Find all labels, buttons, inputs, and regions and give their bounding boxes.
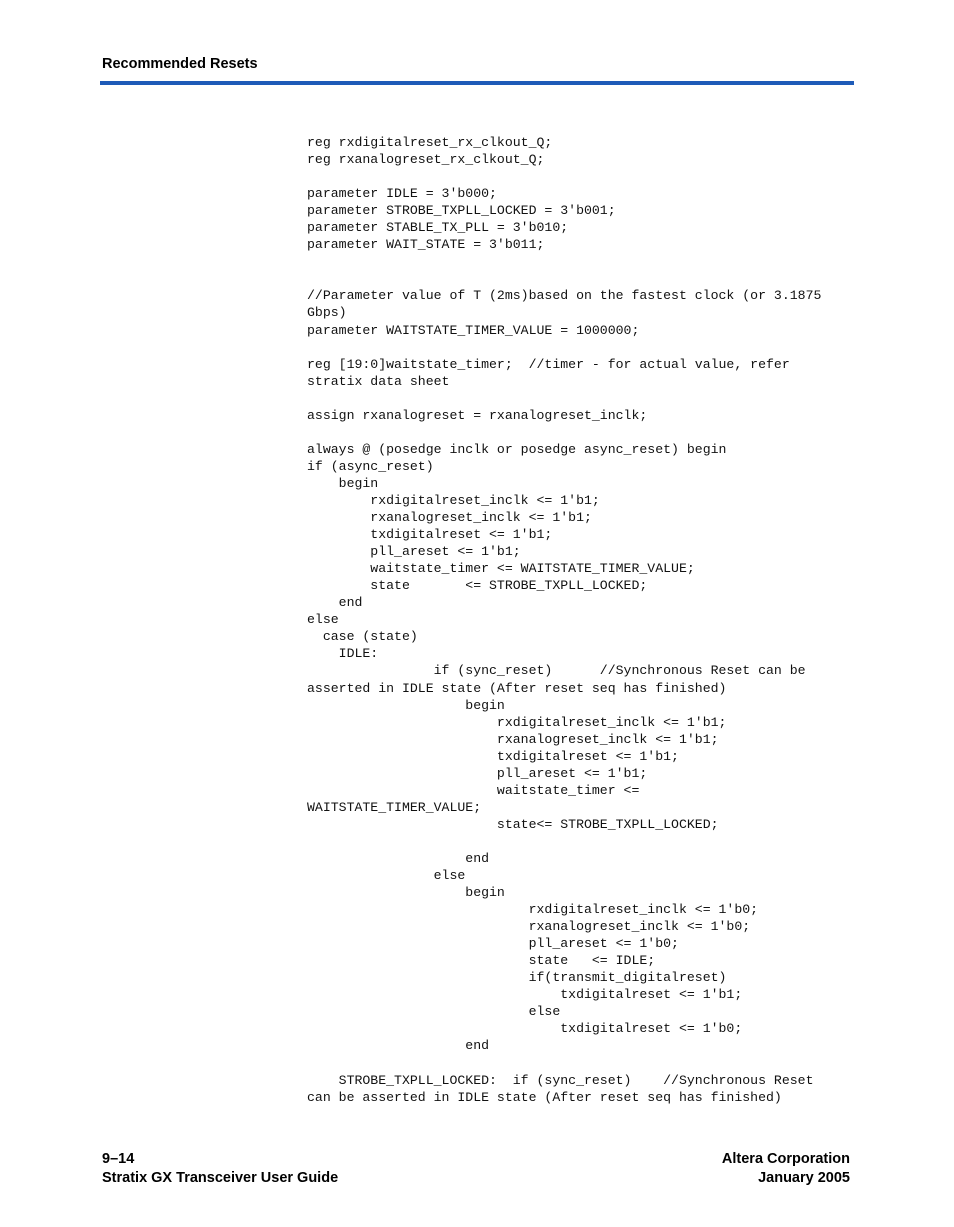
- header-divider-rule: [100, 81, 854, 85]
- verilog-code-listing: reg rxdigitalreset_rx_clkout_Q; reg rxanalogreset_rx_clkout_Q; parameter IDLE = 3'b000; parameter STROBE_TXPLL_LOCKED = 3'b001; parameter STABLE_TX_PLL = 3'b010; parameter WAIT_STATE = 3'b011; //Parameter value of T (2ms)based on the fastest clock (or 3.1875 Gbps) parameter WAITSTATE_TIMER_VALUE = 1000000; reg [19:0]waitstate_timer; //timer - for actual value, refer stratix data sheet assign rxanalogreset = rxanalogreset_inclk; always @ (posedge inclk or posedge async_reset) begin if (async_reset) begin rxdigitalreset_inclk <= 1'b1; rxanalogreset_inclk <= 1'b1; txdigitalreset <= 1'b1; pll_areset <= 1'b1; waitstate_timer <= WAITSTATE_TIMER_VALUE; state <= STROBE_TXPLL_LOCKED; end else case (state) IDLE: if (sync_reset) //Synchronous Reset can be asserted in IDLE state (After reset seq has finished) begin rxdigitalreset_inclk <= 1'b1; rxanalogreset_inclk <= 1'b1; txdigitalreset <= 1'b1; pll_areset <= 1'b1; waitstate_timer <= WAITSTATE_TIMER_VALUE; state<= STROBE_TXPLL_LOCKED; end else begin rxdigitalreset_inclk <= 1'b0; rxanalogreset_inclk <= 1'b0; pll_areset <= 1'b0; state <= IDLE; if(transmit_digitalreset) txdigitalreset <= 1'b1; else txdigitalreset <= 1'b0; end STROBE_TXPLL_LOCKED: if (sync_reset) //Synchronous Reset can be asserted in IDLE state (After reset seq has finished): [307, 135, 822, 1105]
- guide-title: Stratix GX Transceiver User Guide: [102, 1170, 339, 1186]
- company-name: Altera Corporation: [721, 1151, 850, 1167]
- publication-date: January 2005: [758, 1170, 850, 1186]
- footer-right: [722, 1150, 850, 1188]
- page-number: 9–14: [102, 1151, 135, 1167]
- running-header-title: Recommended Resets: [102, 56, 258, 72]
- footer-left: [102, 1150, 338, 1188]
